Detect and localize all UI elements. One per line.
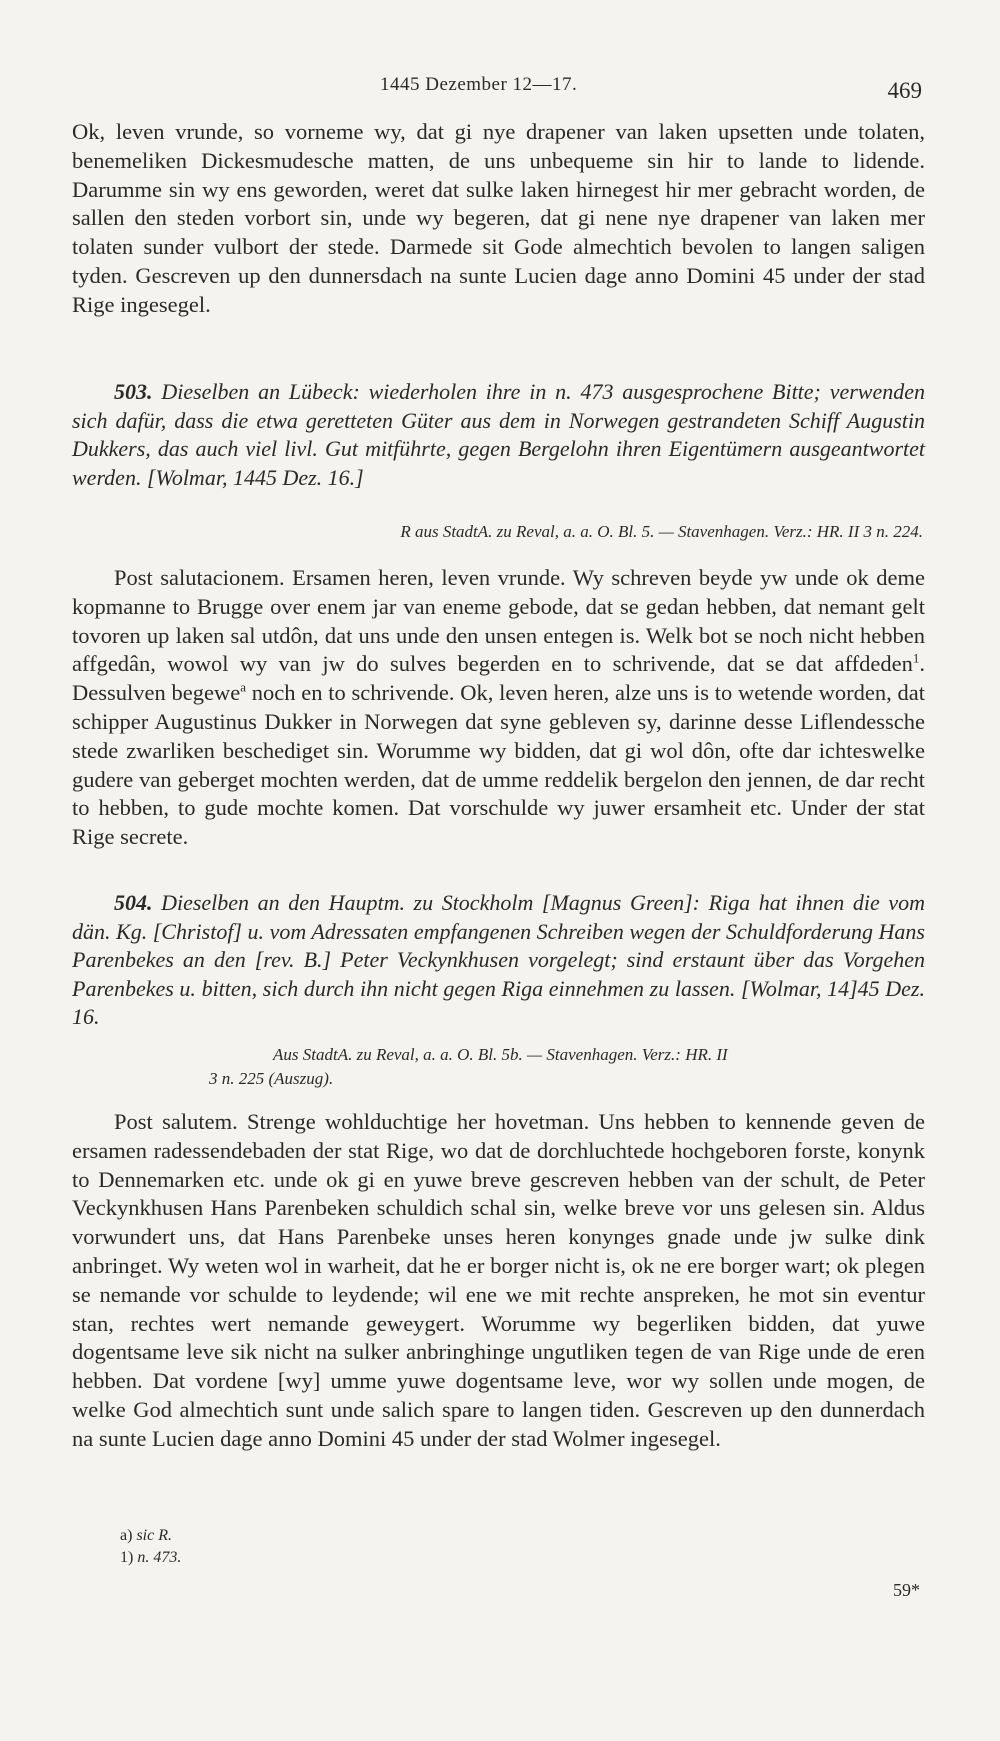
running-title: 1445 Dezember 12—17. <box>380 74 578 95</box>
footnote-a-mark: a) <box>120 1527 133 1544</box>
footnote-1-mark: 1) <box>120 1549 134 1566</box>
entry-503-text-part-3: noch en to schrivende. Ok, leven heren, alze uns is to wetende worden, dat schipper Augustinus Dukker in Norwegen dat syne gebleven sy, darinne desse Liflendessche stede zwarliken beschediget sin. Worumme wy bidden, dat gi wol dôn, ofte dar ichteswelke gudere van geberget mochten werden, dat de umme reddelik bergelon den jennen, de dar recht to hebben, to gude mochte komen. Dat vorschulde wy juwer ersamheit etc. Under der stat Rige secrete. <box>72 680 925 850</box>
entry-504-summary: Dieselben an den Hauptm. zu Stockholm [Magnus Green]: Riga hat ihnen die vom dän. Kg. [Christof] u. vom Adressaten empfangenen Schreiben wegen der Schuldforderung Hans Parenbekes an den [rev. B.] Peter Veckynkhusen vorgelegt; sind erstaunt über das Vorgehen Parenbekes u. bitten, sich durch ihn nicht gegen Riga einnehmen zu lassen. [Wolmar, 14]45 Dez. 16. <box>72 890 925 1029</box>
variant-ref-a: a <box>240 679 246 695</box>
intro-paragraph: Ok, leven vrunde, so vorneme wy, dat gi nye drapener van laken upsetten unde tolaten, benemeliken Dickesmudesche matten, de uns unbequeme sin hir to lande to lidende. Darumme sin wy ens geworden, weret dat sulke laken hirnegest hir mer gebracht worden, de sallen den steden vorbort sin, unde wy begeren, dat gi nene nye drapener van laken mer tolaten sunder vulbort der stede. Darmede sit Gode almechtich bevolen to langen saligen tyden. Gescreven up den dunnersdach na sunte Lucien dage anno Domini 45 under der stad Rige ingesegel. <box>72 119 925 317</box>
footnote-1 <box>120 1547 181 1569</box>
intro-paragraph-block <box>72 118 925 320</box>
footnote-a-text: sic R. <box>136 1527 172 1544</box>
footnote-a <box>120 1525 181 1547</box>
page-header <box>0 70 1000 110</box>
entry-504-text-block <box>72 1108 925 1454</box>
entry-503-text-part-1: Post salutacionem. Ersamen heren, leven vrunde. Wy schreven beyde yw unde ok deme kopmanne to Brugge over enem jar van eneme gebode, dat se gedan hebben, dat nemant gelt tovoren up laken sal utdôn, dat uns unde den unsen entegen is. Welk bot se noch nicht hebben affgedân, wowol wy van jw do sulves begerden en to schrivende, dat se dat affdeden <box>72 565 925 677</box>
entry-503-text-part-2: . Dessulven begewe <box>72 651 925 706</box>
entry-503-summary: Dieselben an Lübeck: wiederholen ihre in n. 473 ausgesprochene Bitte; verwenden sich dafür, dass die etwa geretteten Güter aus dem in Norwegen gestrandeten Schiff Augustin Dukkers, das auch viel livl. Gut mitführte, gegen Bergelohn ihren Eigentümern ausgeantwortet werden. [Wolmar, 1445 Dez. 16.] <box>72 379 925 490</box>
footnote-ref-1: 1 <box>912 650 920 666</box>
entry-503-number: 503. <box>114 379 153 404</box>
footnotes <box>120 1525 181 1569</box>
entry-504-source-line-1: Aus StadtA. zu Reval, a. a. O. Bl. 5b. — Stavenhagen. Verz.: HR. II <box>273 1045 728 1064</box>
entry-503-text <box>72 564 925 852</box>
entry-503-source: R aus StadtA. zu Reval, a. a. O. Bl. 5. — Stavenhagen. Verz.: HR. II 3 n. 224. <box>400 522 923 541</box>
entry-504-text: Post salutem. Strenge wohlduchtige her hovetman. Uns hebben to kennende geven de ersamen radessendebaden der stat Rige, wo dat de dorchluchtede hochgeboren forste, konynk to Dennemarken etc. unde ok gi en yuwe breve gescreven hebben van der schult, de Peter Veckynkhusen Hans Parenbeken schuldich schal sin, welke breve vor uns gelesen sin. Aldus vorwundert uns, dat Hans Parenbeke unses heren konynges gnade unde jw sulke dink anbringet. Wy weten wol in warheit, dat he er borger nicht is, ok ne ere borger wart; ok plegen se nemande vor schulde to leydende; wil ene we mit rechte anspreken, he mot sin eventur stan, rechtes wert nemande geweygert. Worumme wy begerliken bidden, dat yuwe dogentsame leve sik nicht na sulker anbringhinge ungutliken tegen de van Rige unde de eren hebben. Dat vordene [wy] umme yuwe dogentsame leve, wor wy sollen unde mogen, de welke God almechtich sunt unde salich spare to langen tiden. Gescreven up den dunnerdach na sunte Lucien dage anno Domini 45 under der stad Wolmer ingesegel. <box>72 1109 925 1451</box>
entry-504-number: 504. <box>114 890 153 915</box>
entry-503-heading <box>72 378 925 492</box>
entry-504-heading <box>72 889 925 1032</box>
entry-503-text-block <box>72 564 925 852</box>
entry-504-source-line-2: 3 n. 225 (Auszug). <box>209 1069 334 1088</box>
entry-504-source <box>209 1043 728 1091</box>
sheet-signature: 59* <box>893 1580 920 1600</box>
footnote-1-text: n. 473. <box>137 1549 182 1566</box>
page-number: 469 <box>887 78 922 103</box>
